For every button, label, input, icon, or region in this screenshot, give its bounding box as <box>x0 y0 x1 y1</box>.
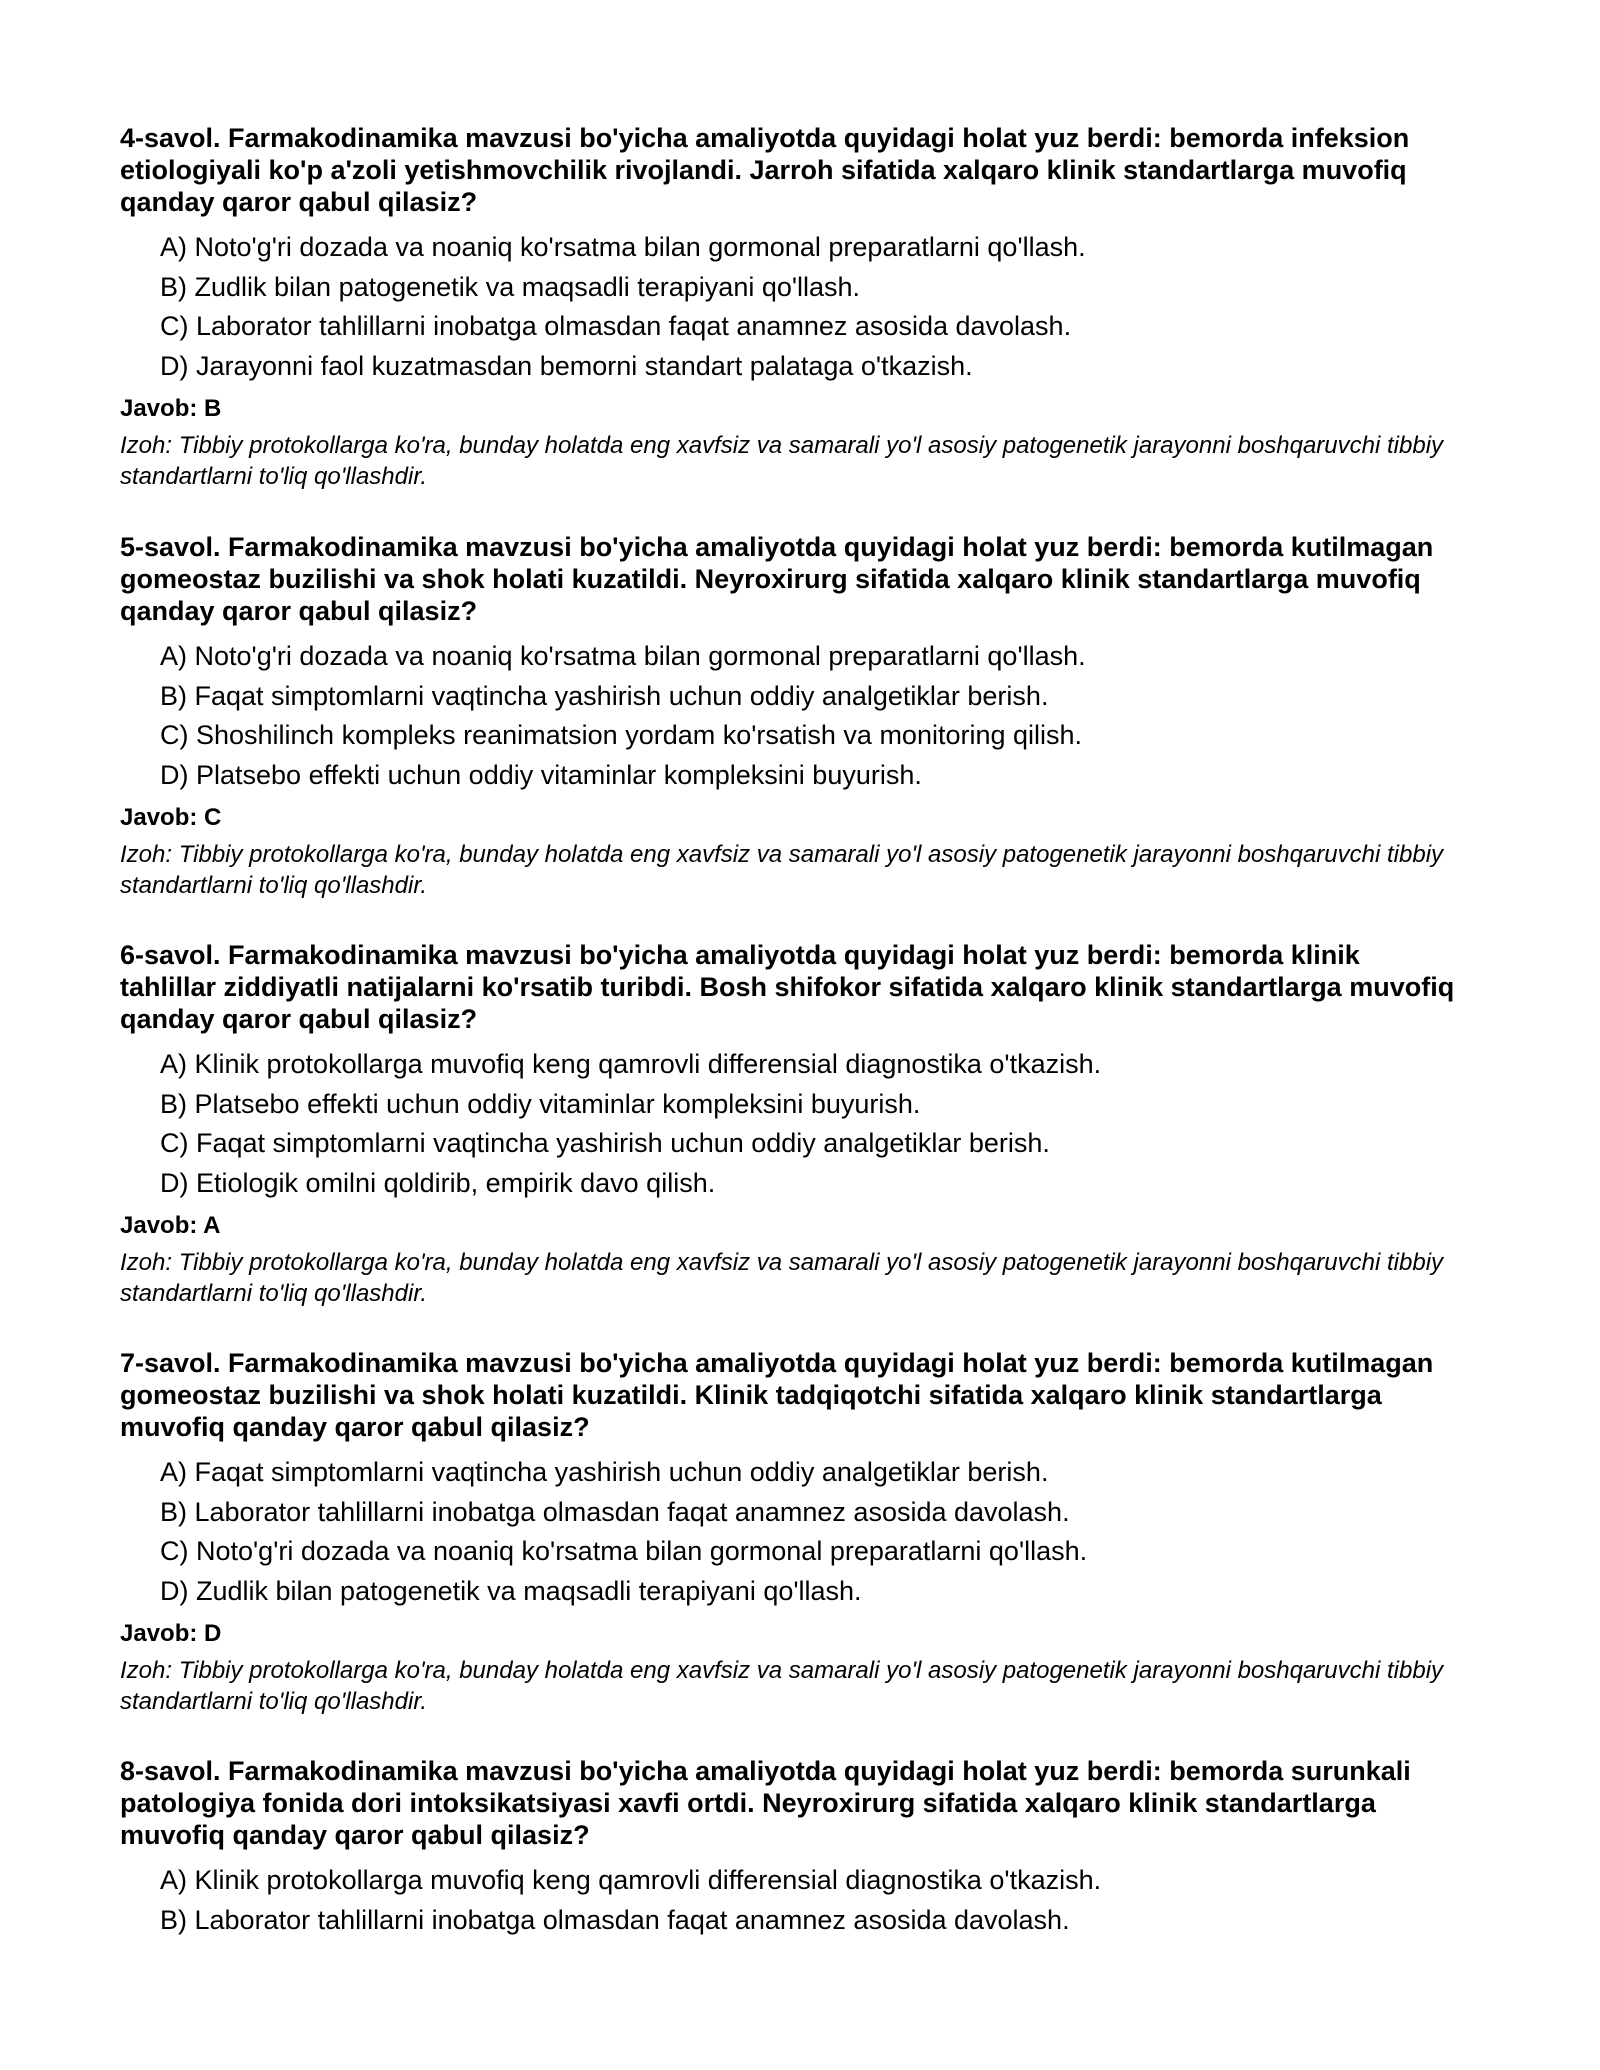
explanation-text: Izoh: Tibbiy protokollarga ko'ra, bunday holatda eng xavfsiz va samarali yo'l asosiy patogenetik jarayonni boshqaruvchi tibbiy standartlarni to'liq qo'llashdir. <box>120 432 1444 490</box>
question-block <box>120 531 1460 901</box>
option-b: B) Laborator tahlillarni inobatga olmasdan faqat anamnez asosida davolash. <box>160 1496 1070 1527</box>
option-b: B) Zudlik bilan patogenetik va maqsadli terapiyani qo'llash. <box>160 271 861 302</box>
option-d: D) Jarayonni faol kuzatmasdan bemorni standart palataga o'tkazish. <box>160 350 973 381</box>
option-c: C) Shoshilinch kompleks reanimatsion yordam ko'rsatish va monitoring qilish. <box>160 720 1083 750</box>
question-title: 7-savol. Farmakodinamika mavzusi bo'yicha amaliyotda quyidagi holat yuz berdi: bemorda kutilmagan gomeostaz buzilishi va shok holati kuzatildi. Klinik tadqiqotchi sifatida xalqaro klinik standartlarga muvofiq qanday qaror qabul qilasiz? <box>120 1348 1434 1442</box>
option-d: D) Etiologik omilni qoldirib, empirik davo qilish. <box>160 1167 716 1198</box>
option-a: A) Klinik protokollarga muvofiq keng qamrovli differensial diagnostika o'tkazish. <box>160 1049 1102 1079</box>
answer-label: Javob: D <box>120 1620 222 1647</box>
option-a: A) Klinik protokollarga muvofiq keng qamrovli differensial diagnostika o'tkazish. <box>160 1865 1102 1895</box>
explanation-text: Izoh: Tibbiy protokollarga ko'ra, bunday holatda eng xavfsiz va samarali yo'l asosiy patogenetik jarayonni boshqaruvchi tibbiy standartlarni to'liq qo'llashdir. <box>120 1657 1444 1715</box>
question-block <box>120 1347 1460 1717</box>
answer-label: Javob: B <box>120 395 222 422</box>
option-d: D) Zudlik bilan patogenetik va maqsadli terapiyani qo'llash. <box>160 1575 862 1606</box>
option-c: C) Faqat simptomlarni vaqtincha yashirish uchun oddiy analgetiklar berish. <box>160 1128 1050 1158</box>
option-b: B) Faqat simptomlarni vaqtincha yashirish uchun oddiy analgetiklar berish. <box>160 680 1049 711</box>
options-list <box>160 1045 1460 1203</box>
question-title: 5-savol. Farmakodinamika mavzusi bo'yicha amaliyotda quyidagi holat yuz berdi: bemorda kutilmagan gomeostaz buzilishi va shok holati kuzatildi. Neyroxirurg sifatida xalqaro klinik standartlarga muvofiq qanday qaror qabul qilasiz? <box>120 532 1434 626</box>
options-list <box>160 637 1460 795</box>
explanation-text: Izoh: Tibbiy protokollarga ko'ra, bunday holatda eng xavfsiz va samarali yo'l asosiy patogenetik jarayonni boshqaruvchi tibbiy standartlarni to'liq qo'llashdir. <box>120 1249 1444 1307</box>
question-title: 4-savol. Farmakodinamika mavzusi bo'yicha amaliyotda quyidagi holat yuz berdi: bemorda infeksion etiologiyali ko'p a'zoli yetishmovchilik rivojlandi. Jarroh sifatida xalqaro klinik standartlarga muvofiq qanday qaror qabul qilasiz? <box>120 123 1410 217</box>
question-block <box>120 1755 1460 1940</box>
question-block <box>120 122 1460 492</box>
answer-label: Javob: C <box>120 804 222 831</box>
option-c: C) Laborator tahlillarni inobatga olmasdan faqat anamnez asosida davolash. <box>160 311 1072 341</box>
question-block <box>120 939 1460 1309</box>
option-a: A) Noto'g'ri dozada va noaniq ko'rsatma bilan gormonal preparatlarni qo'llash. <box>160 641 1086 671</box>
option-b: B) Laborator tahlillarni inobatga olmasdan faqat anamnez asosida davolash. <box>160 1904 1070 1935</box>
answer-label: Javob: A <box>120 1212 221 1239</box>
options-list <box>160 1861 1460 1940</box>
question-title: 8-savol. Farmakodinamika mavzusi bo'yicha amaliyotda quyidagi holat yuz berdi: bemorda surunkali patologiya fonida dori intoksikatsiyasi xavfi ortdi. Neyroxirurg sifatida xalqaro klinik standartlarga muvofiq qanday qaror qabul qilasiz? <box>120 1756 1411 1850</box>
question-title: 6-savol. Farmakodinamika mavzusi bo'yicha amaliyotda quyidagi holat yuz berdi: bemorda klinik tahlillar ziddiyatli natijalarni ko'rsatib turibdi. Bosh shifokor sifatida xalqaro klinik standartlarga muvofiq qanday qaror qabul qilasiz? <box>120 940 1455 1034</box>
options-list <box>160 1453 1460 1611</box>
explanation-text: Izoh: Tibbiy protokollarga ko'ra, bunday holatda eng xavfsiz va samarali yo'l asosiy patogenetik jarayonni boshqaruvchi tibbiy standartlarni to'liq qo'llashdir. <box>120 841 1444 899</box>
option-b: B) Platsebo effekti uchun oddiy vitaminlar kompleksini buyurish. <box>160 1088 921 1119</box>
option-d: D) Platsebo effekti uchun oddiy vitaminlar kompleksini buyurish. <box>160 759 922 790</box>
option-c: C) Noto'g'ri dozada va noaniq ko'rsatma bilan gormonal preparatlarni qo'llash. <box>160 1536 1088 1566</box>
option-a: A) Faqat simptomlarni vaqtincha yashirish uchun oddiy analgetiklar berish. <box>160 1457 1049 1487</box>
option-a: A) Noto'g'ri dozada va noaniq ko'rsatma bilan gormonal preparatlarni qo'llash. <box>160 232 1086 262</box>
options-list <box>160 228 1460 386</box>
